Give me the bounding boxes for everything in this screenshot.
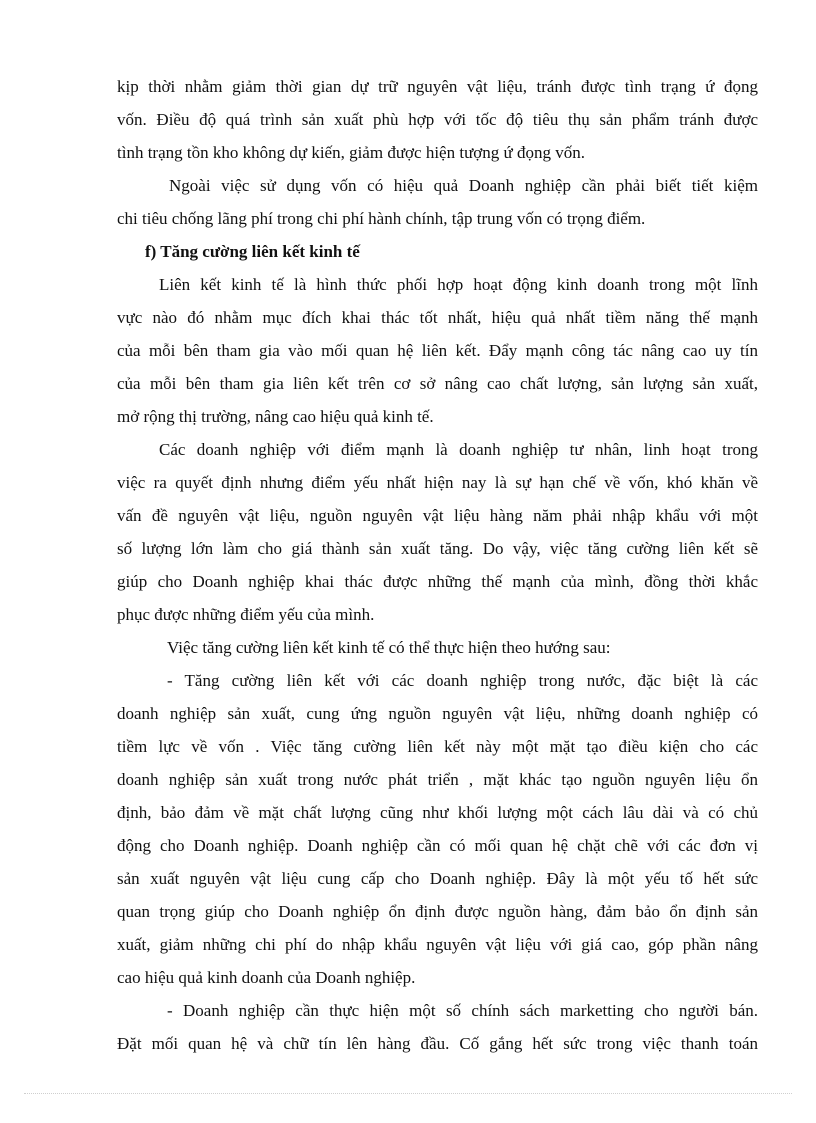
text-line: Ngoài việc sử dụng vốn có hiệu quả Doanh nghiệp cần phải biết tiết kiệm: [169, 176, 758, 195]
text-line: việc ra quyết định nhưng điểm yếu nhất hiện nay là sự hạn chế về vốn, khó khăn về: [117, 473, 758, 492]
text-line: quan trọng giúp cho Doanh nghiệp ổn định được nguồn hàng, đảm bảo ổn định sản: [117, 902, 758, 921]
text-line: sản xuất nguyên vật liệu cung cấp cho Doanh nghiệp. Đây là một yếu tố hết sức: [117, 869, 758, 888]
text-line: Đặt mối quan hệ và chữ tín lên hàng đầu. Cố gắng hết sức trong việc thanh toán: [117, 1034, 758, 1053]
text-line: doanh nghiệp sản xuất trong nước phát triển , mặt khác tạo nguồn nguyên liệu ổn: [117, 770, 758, 789]
text-line: định, bảo đảm về mặt chất lượng cũng như khối lượng một cách lâu dài và có chủ: [117, 803, 758, 822]
text-line: Các doanh nghiệp với điểm mạnh là doanh nghiệp tư nhân, linh hoạt trong: [159, 440, 758, 459]
document-page: [117, 70, 758, 1060]
text-line: kịp thời nhằm giảm thời gian dự trữ nguyên vật liệu, tránh được tình trạng ứ đọng: [117, 77, 758, 96]
text-line: chi tiêu chống lãng phí trong chi phí hành chính, tập trung vốn có trọng điểm.: [117, 209, 646, 228]
text-line: mở rộng thị trường, nâng cao hiệu quả kinh tế.: [117, 407, 434, 426]
text-line: cao hiệu quả kinh doanh của Doanh nghiệp.: [117, 968, 416, 987]
text-line: xuất, giảm những chi phí do nhập khẩu nguyên vật liệu với giá cao, góp phần nâng: [117, 935, 758, 954]
text-line: vấn đề nguyên vật liệu, nguồn nguyên vật liệu hàng năm phải nhập khẩu với một: [117, 506, 758, 525]
text-line: giúp cho Doanh nghiệp khai thác được những thế mạnh của mình, đồng thời khắc: [117, 572, 758, 591]
text-line: Liên kết kinh tế là hình thức phối hợp hoạt động kinh doanh trong một lĩnh: [159, 275, 758, 294]
text-line: - Tăng cường liên kết với các doanh nghiệp trong nước, đặc biệt là các: [167, 671, 758, 690]
text-line: của mỗi bên tham gia vào mối quan hệ liên kết. Đẩy mạnh công tác nâng cao uy tín: [117, 341, 758, 360]
text-line: động cho Doanh nghiệp. Doanh nghiệp cần có mối quan hệ chặt chẽ với các đơn vị: [117, 836, 758, 855]
text-line: doanh nghiệp sản xuất, cung ứng nguồn nguyên vật liệu, những doanh nghiệp có: [117, 704, 758, 723]
text-line: Việc tăng cường liên kết kinh tế có thể thực hiện theo hướng sau:: [167, 638, 611, 657]
text-line: số lượng lớn làm cho giá thành sản xuất tăng. Do vậy, việc tăng cường liên kết sẽ: [117, 539, 758, 558]
text-line: vốn. Điều độ quá trình sản xuất phù hợp với tốc độ tiêu thụ sản phẩm tránh được: [117, 110, 758, 129]
footer-divider: [24, 1093, 792, 1094]
text-line: vực nào đó nhằm mục đích khai thác tốt nhất, hiệu quả nhất tiềm năng thế mạnh: [117, 308, 758, 327]
text-line: tiềm lực về vốn . Việc tăng cường liên kết này một mặt tạo điều kiện cho các: [117, 737, 758, 756]
section-heading: f) Tăng cường liên kết kinh tế: [145, 242, 360, 261]
text-line: - Doanh nghiệp cần thực hiện một số chính sách marketting cho người bán.: [167, 1001, 758, 1020]
text-line: tình trạng tồn kho không dự kiến, giảm được hiện tượng ứ đọng vốn.: [117, 143, 585, 162]
text-line: của mỗi bên tham gia liên kết trên cơ sở nâng cao chất lượng, sản lượng sản xuất,: [117, 374, 758, 393]
text-line: phục được những điểm yếu của mình.: [117, 605, 375, 624]
